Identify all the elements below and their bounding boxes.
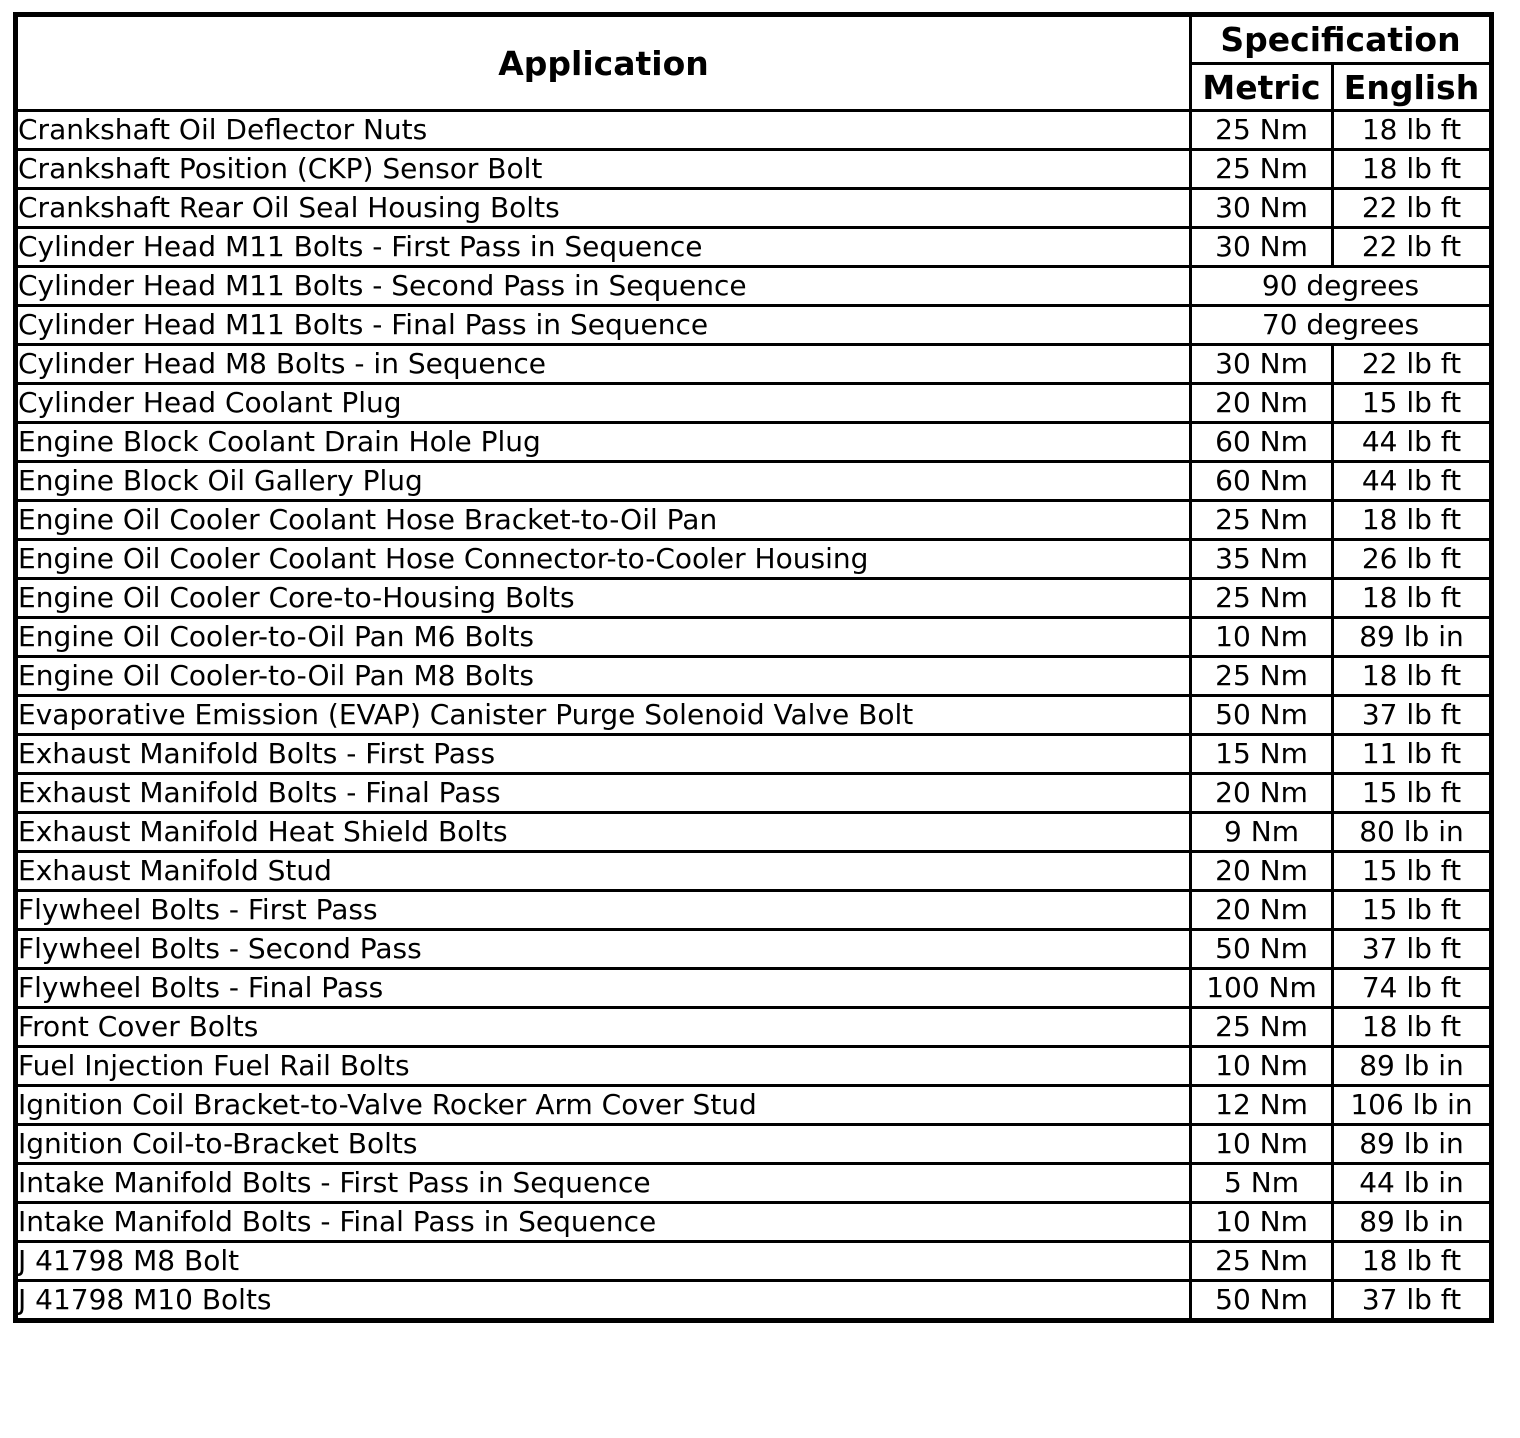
- application-cell: Crankshaft Oil Deflector Nuts: [16, 111, 1191, 150]
- table-row: [16, 891, 1492, 930]
- table-row: [16, 345, 1492, 384]
- english-cell: 15 lb ft: [1333, 891, 1492, 930]
- metric-cell: 20 Nm: [1191, 384, 1333, 423]
- metric-cell: 25 Nm: [1191, 657, 1333, 696]
- table-row: [16, 618, 1492, 657]
- english-header: English: [1333, 64, 1492, 111]
- application-cell: Intake Manifold Bolts - First Pass in Sequence: [16, 1164, 1191, 1203]
- metric-cell: 60 Nm: [1191, 462, 1333, 501]
- application-cell: Engine Block Oil Gallery Plug: [16, 462, 1191, 501]
- metric-cell: 10 Nm: [1191, 1125, 1333, 1164]
- application-cell: Ignition Coil-to-Bracket Bolts: [16, 1125, 1191, 1164]
- application-cell: Exhaust Manifold Heat Shield Bolts: [16, 813, 1191, 852]
- english-cell: 22 lb ft: [1333, 228, 1492, 267]
- metric-cell: 10 Nm: [1191, 1047, 1333, 1086]
- table-row: [16, 579, 1492, 618]
- table-row: [16, 1086, 1492, 1125]
- english-cell: 44 lb ft: [1333, 423, 1492, 462]
- english-cell: 37 lb ft: [1333, 930, 1492, 969]
- torque-spec-table: [13, 12, 1494, 1323]
- application-cell: Engine Oil Cooler Coolant Hose Bracket-to-Oil Pan: [16, 501, 1191, 540]
- application-cell: Cylinder Head M11 Bolts - First Pass in Sequence: [16, 228, 1191, 267]
- english-cell: 22 lb ft: [1333, 189, 1492, 228]
- table-row: [16, 774, 1492, 813]
- metric-cell: 25 Nm: [1191, 579, 1333, 618]
- application-cell: Engine Oil Cooler-to-Oil Pan M8 Bolts: [16, 657, 1191, 696]
- metric-cell: 30 Nm: [1191, 345, 1333, 384]
- application-cell: Fuel Injection Fuel Rail Bolts: [16, 1047, 1191, 1086]
- application-cell: Crankshaft Rear Oil Seal Housing Bolts: [16, 189, 1191, 228]
- english-cell: 44 lb in: [1333, 1164, 1492, 1203]
- table-row: [16, 228, 1492, 267]
- table-row: [16, 696, 1492, 735]
- table-row: [16, 969, 1492, 1008]
- english-cell: 22 lb ft: [1333, 345, 1492, 384]
- english-cell: 37 lb ft: [1333, 696, 1492, 735]
- application-cell: Engine Oil Cooler Core-to-Housing Bolts: [16, 579, 1191, 618]
- table-row: [16, 150, 1492, 189]
- application-cell: Cylinder Head M8 Bolts - in Sequence: [16, 345, 1191, 384]
- application-cell: Cylinder Head M11 Bolts - Second Pass in Sequence: [16, 267, 1191, 306]
- metric-header: Metric: [1191, 64, 1333, 111]
- metric-cell: 5 Nm: [1191, 1164, 1333, 1203]
- table-body: [16, 111, 1492, 1321]
- english-cell: 89 lb in: [1333, 1047, 1492, 1086]
- table-row: [16, 930, 1492, 969]
- metric-cell: 25 Nm: [1191, 150, 1333, 189]
- application-cell: Front Cover Bolts: [16, 1008, 1191, 1047]
- application-cell: Engine Block Coolant Drain Hole Plug: [16, 423, 1191, 462]
- english-cell: 74 lb ft: [1333, 969, 1492, 1008]
- application-header: Application: [16, 15, 1191, 111]
- table-row: [16, 384, 1492, 423]
- metric-cell: 20 Nm: [1191, 891, 1333, 930]
- table-row: [16, 111, 1492, 150]
- application-cell: Evaporative Emission (EVAP) Canister Purge Solenoid Valve Bolt: [16, 696, 1191, 735]
- metric-cell: 15 Nm: [1191, 735, 1333, 774]
- application-cell: Ignition Coil Bracket-to-Valve Rocker Arm Cover Stud: [16, 1086, 1191, 1125]
- metric-cell: 100 Nm: [1191, 969, 1333, 1008]
- table-row: [16, 189, 1492, 228]
- english-cell: 89 lb in: [1333, 618, 1492, 657]
- metric-cell: 35 Nm: [1191, 540, 1333, 579]
- table-row: [16, 852, 1492, 891]
- application-cell: Flywheel Bolts - Second Pass: [16, 930, 1191, 969]
- english-cell: 18 lb ft: [1333, 579, 1492, 618]
- table-row: [16, 1203, 1492, 1242]
- application-cell: Intake Manifold Bolts - Final Pass in Sequence: [16, 1203, 1191, 1242]
- table-row: [16, 267, 1492, 306]
- application-cell: J 41798 M10 Bolts: [16, 1281, 1191, 1321]
- english-cell: 44 lb ft: [1333, 462, 1492, 501]
- metric-cell: 25 Nm: [1191, 1242, 1333, 1281]
- metric-cell: 12 Nm: [1191, 1086, 1333, 1125]
- english-cell: 18 lb ft: [1333, 111, 1492, 150]
- table-row: [16, 423, 1492, 462]
- table-row: [16, 1164, 1492, 1203]
- metric-cell: 20 Nm: [1191, 852, 1333, 891]
- english-cell: 80 lb in: [1333, 813, 1492, 852]
- metric-cell: 9 Nm: [1191, 813, 1333, 852]
- english-cell: 26 lb ft: [1333, 540, 1492, 579]
- specification-header: Specification: [1191, 15, 1492, 64]
- english-cell: 18 lb ft: [1333, 150, 1492, 189]
- table-row: [16, 1008, 1492, 1047]
- english-cell: 15 lb ft: [1333, 852, 1492, 891]
- table-row: [16, 1242, 1492, 1281]
- application-cell: Cylinder Head Coolant Plug: [16, 384, 1191, 423]
- english-cell: 106 lb in: [1333, 1086, 1492, 1125]
- english-cell: 18 lb ft: [1333, 657, 1492, 696]
- table-row: [16, 540, 1492, 579]
- table-row: [16, 501, 1492, 540]
- english-cell: 18 lb ft: [1333, 1242, 1492, 1281]
- application-cell: Exhaust Manifold Bolts - Final Pass: [16, 774, 1191, 813]
- application-cell: Flywheel Bolts - First Pass: [16, 891, 1191, 930]
- metric-cell: 50 Nm: [1191, 930, 1333, 969]
- application-cell: Crankshaft Position (CKP) Sensor Bolt: [16, 150, 1191, 189]
- table-row: [16, 735, 1492, 774]
- metric-cell: 60 Nm: [1191, 423, 1333, 462]
- metric-cell: 30 Nm: [1191, 228, 1333, 267]
- english-cell: 15 lb ft: [1333, 774, 1492, 813]
- specification-cell: 70 degrees: [1191, 306, 1492, 345]
- application-cell: Engine Oil Cooler Coolant Hose Connector-to-Cooler Housing: [16, 540, 1191, 579]
- metric-cell: 20 Nm: [1191, 774, 1333, 813]
- specification-cell: 90 degrees: [1191, 267, 1492, 306]
- application-cell: Exhaust Manifold Bolts - First Pass: [16, 735, 1191, 774]
- application-cell: Cylinder Head M11 Bolts - Final Pass in Sequence: [16, 306, 1191, 345]
- table-row: [16, 306, 1492, 345]
- table-row: [16, 1125, 1492, 1164]
- table-row: [16, 657, 1492, 696]
- metric-cell: 30 Nm: [1191, 189, 1333, 228]
- table-row: [16, 1047, 1492, 1086]
- english-cell: 18 lb ft: [1333, 501, 1492, 540]
- metric-cell: 50 Nm: [1191, 696, 1333, 735]
- metric-cell: 25 Nm: [1191, 111, 1333, 150]
- english-cell: 11 lb ft: [1333, 735, 1492, 774]
- english-cell: 15 lb ft: [1333, 384, 1492, 423]
- application-cell: Exhaust Manifold Stud: [16, 852, 1191, 891]
- english-cell: 18 lb ft: [1333, 1008, 1492, 1047]
- metric-cell: 25 Nm: [1191, 501, 1333, 540]
- english-cell: 89 lb in: [1333, 1125, 1492, 1164]
- table-row: [16, 462, 1492, 501]
- table-row: [16, 1281, 1492, 1321]
- metric-cell: 10 Nm: [1191, 1203, 1333, 1242]
- english-cell: 37 lb ft: [1333, 1281, 1492, 1321]
- english-cell: 89 lb in: [1333, 1203, 1492, 1242]
- application-cell: Engine Oil Cooler-to-Oil Pan M6 Bolts: [16, 618, 1191, 657]
- table-row: [16, 813, 1492, 852]
- metric-cell: 25 Nm: [1191, 1008, 1333, 1047]
- application-cell: Flywheel Bolts - Final Pass: [16, 969, 1191, 1008]
- metric-cell: 50 Nm: [1191, 1281, 1333, 1321]
- application-cell: J 41798 M8 Bolt: [16, 1242, 1191, 1281]
- metric-cell: 10 Nm: [1191, 618, 1333, 657]
